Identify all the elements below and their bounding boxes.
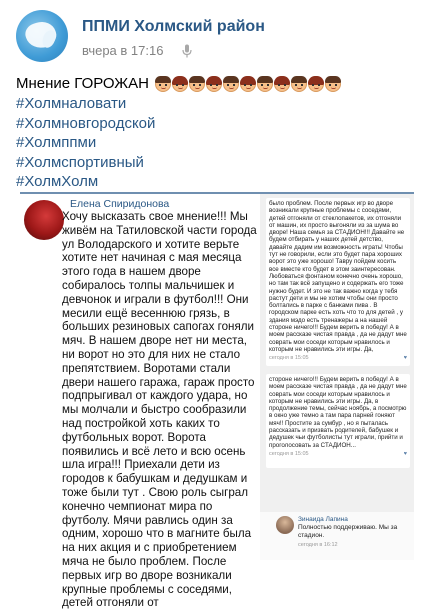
comment-text: Хочу высказать свое мнение!!! Мы живём на Татиловской части города ул Володарского и хотите верьте хотите нет начиная с мая месяца этого года в нашем дворе собиралось толпы мальчишек и девчонок и играли в футбол!!! Они месили ещё весеннюю грязь, в больших резиновых сапогах гоняли мяч. В нашем дворе нет ни места, ни ворот но это для них не стало препятствием. Воротами стали двери нашего гаража, гараж просто подпрыгивал от каждого удара, но мы молчали и быстро сообразили над постройкой хоть каких то футбольных ворот. Ворота появились и всё лето и всю осень шла игра!!! Приехали дети из городов к бабушкам и дедушкам и тоже были тут . Свою роль сыграл конечно чемпионат мира по футболу. Мячи равлись один за одним, хорошо что в магните была на них акция и с приобретением мяча не было проблем. После первых игр во дворе возникали крупные проблемы с соседями, детей отгоняли от xyxy=(62,210,257,610)
post-first-line xyxy=(16,74,416,94)
post-timestamp[interactable]: вчера в 17:16 xyxy=(82,43,164,58)
commenter-avatar xyxy=(24,200,64,240)
comment-continuation-text: было проблем. После первых игр во дворе возникали крупные проблемы с соседями, детей отгоняли от стеклопакетов, их отгоняли от машин, их просто выгоняли из за шума во дворе! Наша семья за СТАДИОН!!! Давайте не будем отбирать у наших детей детство, давайте дадим им возможность играть! Чтобы тут не говорили, если это будет пара хороших ворот это уже хорошо! Тавру пойдем косить все вместе кто будет в этом заинтересован. Любоваться фонтаном конечно очень хорошо, но там так всё запущено и содержать его тоже нужно будет. И это не так важно когда у тебя растут дети и мы не хотим чтобы они просто болтались в парке с банками пива . В городском парке есть хоть что то для детей , у здания мэдо есть тренажеры а на нашей стороне ничего!!! Будем верить в победу! А в моем рассказе чистая правда , да не дадут мне соврать мои соседи которым нравилось и которым не нравились эти игры. Да, xyxy=(269,200,407,353)
emoji-row xyxy=(155,76,341,92)
commenter-name: Елена Спиридонова xyxy=(70,198,170,210)
group-avatar[interactable] xyxy=(16,10,68,62)
attached-photo[interactable] xyxy=(20,192,414,610)
post-mention-text: Мнение ГОРОЖАН xyxy=(16,75,149,93)
screenshot-right-panel xyxy=(260,194,414,560)
hashtag-link[interactable]: #Холмналовати xyxy=(16,95,127,112)
microphone-icon xyxy=(182,44,192,58)
group-name-link[interactable]: ППМИ Холмский район xyxy=(82,18,265,35)
comment-continuation-block xyxy=(266,374,410,468)
comment-continuation-block xyxy=(266,198,410,366)
face-emoji-icon xyxy=(189,76,205,92)
face-emoji-icon xyxy=(240,76,256,92)
post-header xyxy=(16,10,416,62)
face-emoji-icon xyxy=(172,76,188,92)
reply-text: Полностью поддерживаю. Мы за стадион. xyxy=(298,524,398,539)
post-text xyxy=(16,74,416,192)
reply-author: Зинаида Лапина xyxy=(298,516,348,523)
face-emoji-icon xyxy=(223,76,239,92)
face-emoji-icon xyxy=(257,76,273,92)
face-emoji-icon xyxy=(291,76,307,92)
reply-avatar xyxy=(276,516,294,534)
comment-time: сегодня в 15:05 xyxy=(269,450,309,457)
reply-comment xyxy=(260,512,414,560)
heart-icon: ♥ xyxy=(403,355,407,362)
heart-icon: ♥ xyxy=(403,450,407,457)
face-emoji-icon xyxy=(325,76,341,92)
face-emoji-icon xyxy=(308,76,324,92)
screenshot-left-comment xyxy=(20,194,260,610)
reply-time: сегодня в 16:12 xyxy=(298,542,338,548)
face-emoji-icon xyxy=(155,76,171,92)
face-emoji-icon xyxy=(206,76,222,92)
face-emoji-icon xyxy=(274,76,290,92)
hashtag-link[interactable]: #Холмновгородской xyxy=(16,114,156,132)
comment-continuation-text: стороне ничего!!! Будем верить в победу! А в моем рассказе чистая правда , да не дадут мне соврать мои соседи которым нравилось и которым не нравились эти игры. Да, в продолжение темы, сейчас ноябрь, а посмотрю в окно уже темно а там пара парней гоняют мяч!! Простите за сумбур , но я пыталась рассказать и призвать родителей, бабушек и дедушек чьи футболисты тут играли, прийти и проголосовать за СТАДИОН... xyxy=(269,376,407,449)
comment-time: сегодня в 15:05 xyxy=(269,355,309,362)
hashtag-link[interactable]: #Холмппми xyxy=(16,134,97,151)
hashtag-link[interactable]: #ХолмХолм xyxy=(16,173,99,190)
hashtag-link[interactable]: #Холмспортивный xyxy=(16,153,144,171)
